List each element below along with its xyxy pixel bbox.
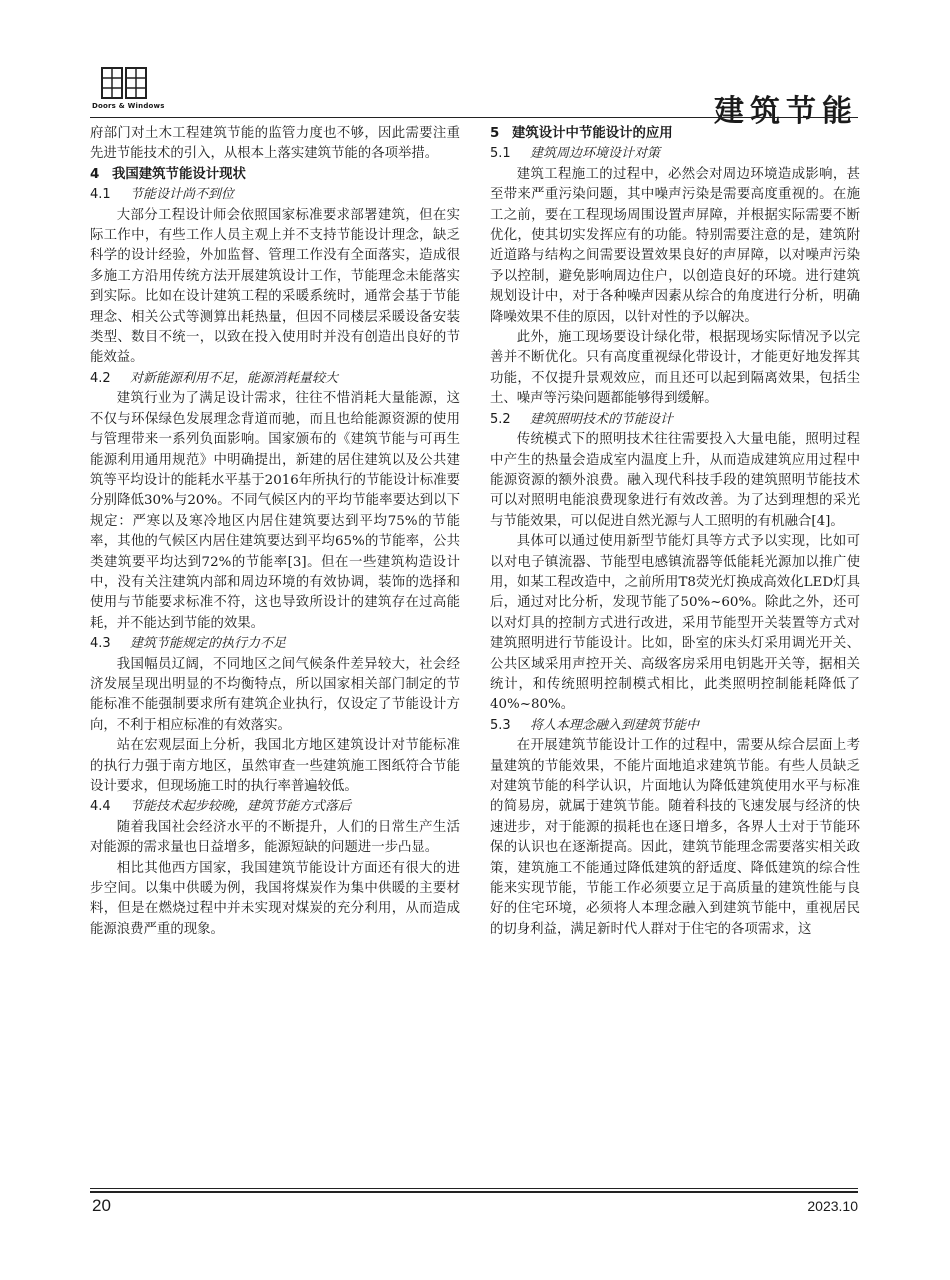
paragraph: 具体可以通过使用新型节能灯具等方式予以实现，比如可以对电子镇流器、节能型电感镇流器等低能耗光源加以推广使用，如某工程改造中，之前所用T8荧光灯换成高效化LED灯具后，通过对比分析，发现节能了50%~60%。除此之外，还可以对灯具的控制方式进行改进，采用节能型开关装置等方式对建筑照明进行节能设计。比如，卧室的床头灯采用调光开关、公共区域采用声控开关、高级客房采用电钥匙开关等，据相关统计，和传统照明控制模式相比，此类照明控制能耗降低了40%~80%。 [490, 534, 860, 713]
heading-title: 节能技术起步较晚，建筑节能方式落后 [130, 799, 352, 815]
heading-5 [490, 124, 860, 144]
paragraph: 站在宏观层面上分析，我国北方地区建筑设计对节能标准的执行力强于南方地区，虽然审查一些建筑施工图纸符合节能设计要求，但现场施工时的执行率普遍较低。 [90, 738, 460, 794]
heading-4 [90, 165, 460, 185]
heading-number: 4.1 [90, 187, 111, 203]
paragraph: 建筑行业为了满足设计需求，往往不惜消耗大量能源，这不仅与环保绿色发展理念背道而驰，而且也给能源资源的使用与管理带来一系列负面影响。国家颁布的《建筑节能与可再生能源利用通用规范》中明确提出，新建的居住建筑以及公共建筑等平均设计的能耗水平基于2016年所执行的节能设计标准要分别降低30%与20%。不同气候区内的平均节能率要达到以下规定：严寒以及寒冷地区内居住建筑要达到平均75%的节能率，其他的气候区内居住建筑要达到平均65%的节能率，公共类建筑要平均达到72%的节能率[3]。但在一些建筑构造设计中，没有关注建筑内部和周边环境的有效协调，装饰的选择和使用与节能要求标准不符，这也导致所设计的建筑存在过高能耗，并不能达到节能的效果。 [90, 391, 460, 631]
heading-number: 4.3 [90, 636, 111, 652]
paragraph: 大部分工程设计师会依照国家标准要求部署建筑，但在实际工作中，有些工作人员主观上并不支持节能设计理念，缺乏科学的设计经验，外加监督、管理工作没有全面落实，造成很多施工方沿用传统方法开展建筑设计工作，节能理念未能落实到实际。比如在设计建筑工程的采暖系统时，通常会基于节能理念、相关公式等测算出耗热量，但因不同楼层采暖设备安装类型、数目不统一，以致在投入使用时并没有创造出良好的节能效益。 [90, 207, 460, 366]
heading-4-2 [90, 369, 460, 389]
heading-4-1 [90, 185, 460, 205]
heading-title: 建筑节能规定的执行力不足 [130, 636, 287, 652]
heading-number: 5.3 [490, 717, 511, 733]
section-title: 建筑节能 [714, 94, 858, 129]
heading-title: 建筑照明技术的节能设计 [530, 411, 674, 427]
paragraph: 在开展建筑节能设计工作的过程中，需要从综合层面上考量建筑的节能效果，不能片面地追求建筑节能。有些人员缺乏对建筑节能的科学认识，片面地认为降低建筑使用水平与标准的简易房，就属于建筑节能。随着科技的飞速发展与经济的快速进步，对于能源的损耗也在逐日增多，各界人士对于节能环保的认识也在逐渐提高。因此，建筑节能理念需要落实相关政策，建筑施工不能通过降低建筑的舒适度、降低建筑的综合性能来实现节能，节能工作必须要立足于高质量的建筑性能与良好的住宅环境，必须将人本理念融入到建筑节能中，重视居民的切身利益，满足新时代人群对于住宅的各项需求，这 [490, 738, 860, 937]
paragraph: 随着我国社会经济水平的不断提升，人们的日常生产生活对能源的需求量也日益增多，能源短缺的问题进一步凸显。 [90, 819, 460, 856]
heading-4-3 [90, 634, 460, 654]
heading-title: 建筑周边环境设计对策 [530, 146, 661, 162]
footer-rule [90, 1188, 858, 1189]
heading-title: 建筑设计中节能设计的应用 [512, 126, 673, 141]
heading-title: 对新能源利用不足，能源消耗量较大 [130, 370, 339, 386]
heading-5-1 [490, 144, 860, 164]
heading-title: 节能设计尚不到位 [130, 187, 235, 203]
heading-number: 5.2 [490, 411, 511, 427]
heading-number: 4.4 [90, 799, 111, 815]
heading-number: 4.2 [90, 370, 111, 386]
paragraph: 传统模式下的照明技术往往需要投入大量电能，照明过程中产生的热量会造成室内温度上升，从而造成建筑应用过程中能源资源的额外浪费。融入现代科技手段的建筑照明节能技术可以对照明电能浪费现象进行有效改善。为了达到理想的采光与节能效果，可以促进自然光源与人工照明的有机融合[4]。 [490, 432, 860, 529]
logo-text: Doors & Windows [92, 102, 165, 110]
paragraph: 建筑工程施工的过程中，必然会对周边环境造成影响，甚至带来严重污染问题，其中噪声污染是需要高度重视的。在施工之前，要在工程现场周围设置声屏障，并根据实际需要不断优化，使其切实发挥应有的功能。特别需要注意的是，建筑附近道路与结构之间需要设置效果良好的声屏障，以对噪声污染予以控制，避免影响周边住户，以创造良好的环境。进行建筑规划设计中，对于各种噪声因素从综合的角度进行分析，明确降噪效果不佳的原因，以针对性的予以解决。 [490, 166, 860, 325]
paragraph: 我国幅员辽阔，不同地区之间气候条件差异较大，社会经济发展呈现出明显的不均衡特点，所以国家相关部门制定的节能标准不能强制要求所有建筑企业执行，仅设定了节能设计方向，不利于相应标准的有效落实。 [90, 656, 460, 733]
paragraph: 相比其他西方国家，我国建筑节能设计方面还有很大的进步空间。以集中供暖为例，我国将煤炭作为集中供暖的主要材料，但是在燃烧过程中并未实现对煤炭的充分利用，从而造成能源浪费严重的现象。 [90, 860, 460, 937]
heading-number: 5 [490, 126, 500, 141]
heading-title: 我国建筑节能设计现状 [112, 166, 246, 182]
heading-number: 5.1 [490, 146, 511, 162]
page-header [0, 0, 950, 129]
header-rule [90, 117, 858, 118]
magazine-logo [90, 66, 170, 114]
issue-date: 2023.10 [807, 1198, 858, 1214]
right-column [490, 124, 860, 940]
left-column [90, 124, 460, 940]
doors-windows-logo-icon [100, 66, 148, 100]
heading-title: 将人本理念融入到建筑节能中 [530, 717, 700, 733]
paragraph: 此外，施工现场要设计绿化带，根据现场实际情况予以完善并不断优化。只有高度重视绿化带设计，才能更好地发挥其功能，不仅提升景观效应，而且还可以起到隔离效果，包括尘土、噪声等污染问题都能够得到缓解。 [490, 330, 860, 407]
footer-rule-thick [90, 1191, 858, 1193]
heading-number: 4 [90, 166, 100, 182]
heading-5-2 [490, 410, 860, 430]
paragraph: 府部门对土木工程建筑节能的监管力度也不够，因此需要注重先进节能技术的引入，从根本上落实建筑节能的各项举措。 [90, 126, 460, 162]
heading-5-3 [490, 716, 860, 736]
heading-4-4 [90, 797, 460, 817]
page-number: 20 [92, 1196, 111, 1215]
